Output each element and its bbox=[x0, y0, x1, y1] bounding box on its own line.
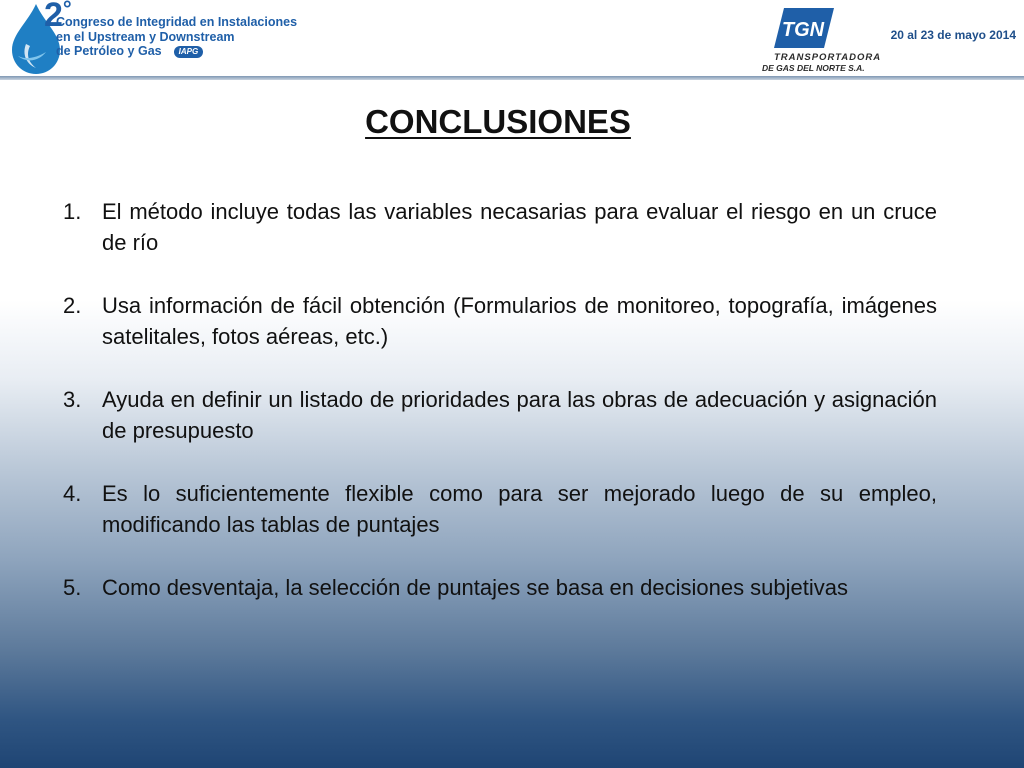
item-number: 3. bbox=[63, 387, 82, 412]
item-text: Usa información de fácil obtención (Formularios de monitoreo, topografía, imágenes satelitales, fotos aéreas, etc.) bbox=[102, 293, 937, 349]
event-date: 20 al 23 de mayo 2014 bbox=[890, 28, 1016, 42]
item-text: Como desventaja, la selección de puntajes se basa en decisiones subjetivas bbox=[102, 575, 849, 600]
list-item bbox=[60, 290, 937, 352]
slide-header bbox=[0, 0, 1024, 78]
congress-name-line: de Petróleo y Gas IAPG bbox=[56, 44, 297, 59]
item-text: Es lo suficientemente flexible como para ser mejorado luego de su empleo, modificando las tablas de puntajes bbox=[102, 481, 937, 537]
conclusions-list bbox=[60, 196, 937, 635]
header-divider bbox=[0, 76, 1024, 80]
logo-number: 2° bbox=[44, 0, 72, 34]
tgn-name-line: DE GAS DEL NORTE S.A. bbox=[762, 63, 865, 73]
congress-name bbox=[56, 15, 297, 59]
tgn-mark-text: TGN bbox=[781, 19, 825, 41]
list-item bbox=[60, 384, 937, 446]
slide-title: CONCLUSIONES bbox=[365, 103, 631, 140]
tgn-logo bbox=[760, 6, 880, 76]
congress-name-line: en el Upstream y Downstream bbox=[56, 29, 235, 44]
item-text: Ayuda en definir un listado de prioridades para las obras de adecuación y asignación de presupuesto bbox=[102, 387, 937, 443]
tgn-mark-icon bbox=[770, 6, 834, 50]
list-item bbox=[60, 478, 937, 540]
item-number: 2. bbox=[63, 293, 82, 318]
congress-name-line: Congreso de Integridad en Instalaciones bbox=[56, 15, 298, 29]
list-item bbox=[60, 196, 937, 258]
iapg-badge: IAPG bbox=[174, 46, 204, 58]
item-number: 4. bbox=[63, 481, 82, 506]
tgn-name-line: TRANSPORTADORA bbox=[774, 52, 882, 63]
item-text: El método incluye todas las variables necasarias para evaluar el riesgo en un cruce de río bbox=[102, 199, 937, 255]
item-number: 5. bbox=[63, 575, 82, 600]
item-number: 1. bbox=[63, 199, 82, 224]
list-item bbox=[60, 572, 937, 603]
congress-logo bbox=[6, 0, 316, 76]
